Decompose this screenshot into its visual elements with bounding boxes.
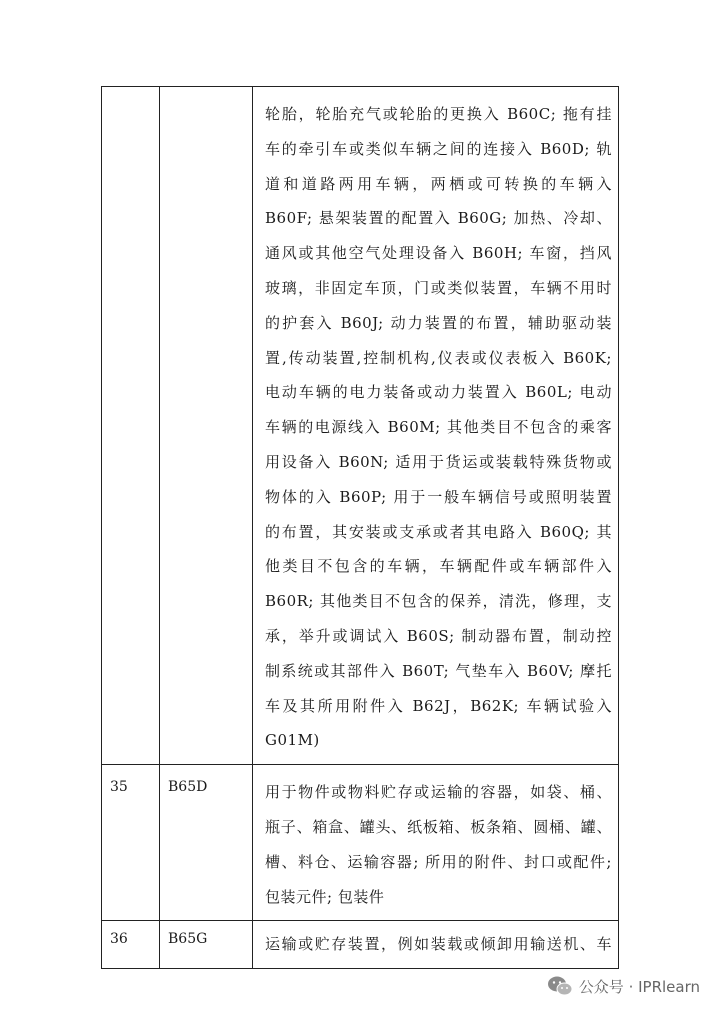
classification-table [101,86,619,969]
description-line: 包装元件; 包装件 [265,887,385,906]
classification-code [160,87,253,765]
row-description [253,765,619,921]
description-line: 槽、料仓、运输容器; 所用的附件、封口或配件; [265,852,612,871]
row-description [253,921,619,969]
description-line: 道和道路两用车辆，两栖或可转换的车辆入 [265,174,612,193]
description-line: 用于物件或物料贮存或运输的容器，如袋、桶、 [265,783,612,802]
description-line: 置,传动装置,控制机构,仪表或仪表板入 B60K; [265,348,612,367]
description-line: 运输或贮存装置，例如装载或倾卸用输送机、车 [265,935,612,954]
description-line: 制系统或其部件入 B60T; 气垫车入 B60V; 摩托 [265,661,612,680]
description-line: 车及其所用附件入 B62J，B62K; 车辆试验入 [265,696,612,715]
description-line: 瓶子、箱盒、罐头、纸板箱、板条箱、圆桶、罐、 [265,817,612,836]
description-line: 车辆的电源线入 B60M; 其他类目不包含的乘客 [265,418,612,437]
wechat-icon [547,975,573,997]
description-line: 承，举升或调试入 B60S; 制动器布置，制动控 [265,626,612,645]
description-line: B60R; 其他类目不包含的保养，清洗，修理，支 [265,592,612,611]
description-line: 的护套入 B60J; 动力装置的布置，辅助驱动装 [265,313,612,332]
row-description [253,87,619,765]
table-row [102,765,619,921]
classification-code: B65D [160,765,253,921]
row-number [102,87,160,765]
description-line: 的布置，其安装或支承或者其电路入 B60Q; 其 [265,522,612,541]
watermark-text: 公众号 · IPRlearn [578,977,700,996]
watermark [547,975,700,997]
description-line: 电动车辆的电力装备或动力装置入 B60L; 电动 [265,383,612,402]
table-row [102,921,619,969]
description-line: 通风或其他空气处理设备入 B60H; 车窗，挡风 [265,244,612,263]
table-row [102,87,619,765]
description-line: 车的牵引车或类似车辆之间的连接入 B60D; 轨 [265,139,612,158]
description-line: 物体的入 B60P; 用于一般车辆信号或照明装置 [265,487,612,506]
description-line: 玻璃，非固定车顶，门或类似装置，车辆不用时 [265,278,612,297]
description-line: 用设备入 B60N; 适用于货运或装载特殊货物或 [265,452,612,471]
description-line: 他类目不包含的车辆，车辆配件或车辆部件入 [265,557,612,576]
description-line: 轮胎，轮胎充气或轮胎的更换入 B60C; 拖有挂 [265,105,612,123]
classification-code: B65G [160,921,253,969]
description-line: B60F; 悬架装置的配置入 B60G; 加热、冷却、 [265,209,612,228]
row-number: 36 [102,921,160,969]
description-line: G01M) [265,731,320,750]
row-number: 35 [102,765,160,921]
